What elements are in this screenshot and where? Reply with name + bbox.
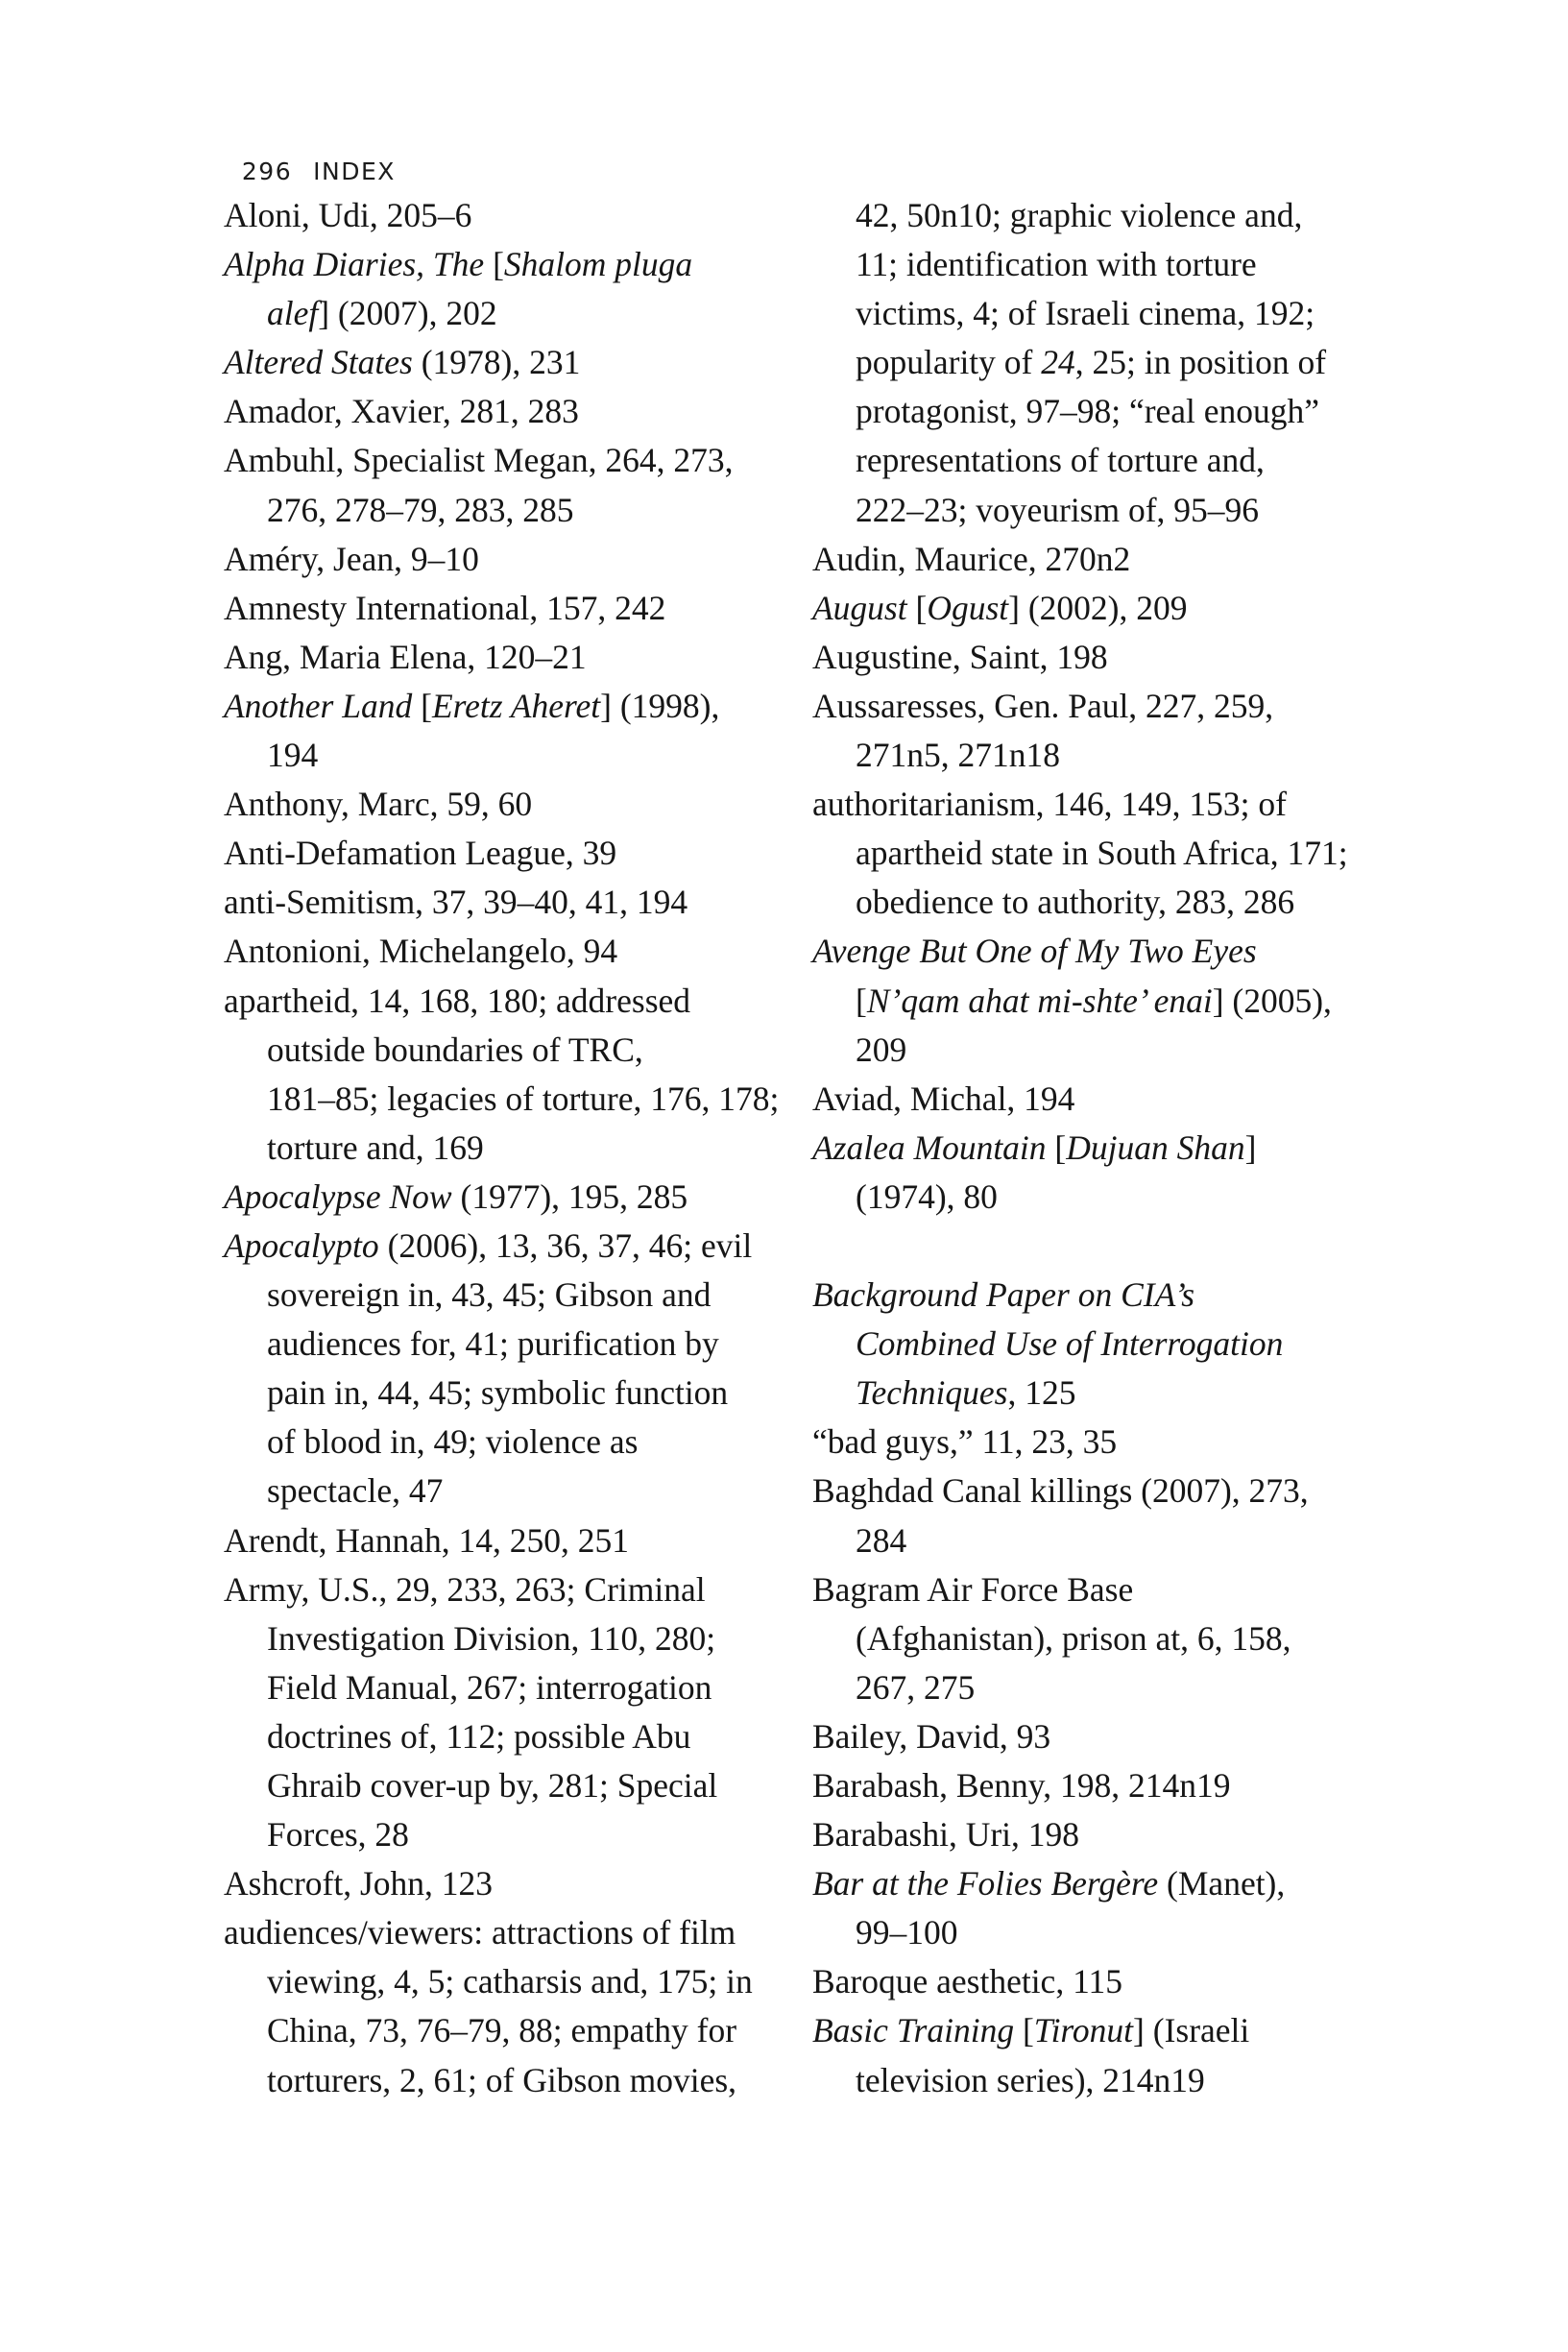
index-entry — [812, 1418, 1369, 1467]
index-entry — [812, 1859, 1369, 1957]
index-column-left — [224, 191, 780, 2105]
entry-text: Audin, Maurice, 270n2 — [812, 539, 1131, 578]
italic-title-text: Another Land — [224, 686, 413, 725]
italic-title-text: Ogust — [927, 588, 1009, 627]
entry-text: torturers, 2, 61; of Gibson movies, — [267, 2060, 737, 2099]
index-entry — [812, 633, 1369, 682]
entry-text: , 25; in position of — [1074, 343, 1327, 382]
entry-heading-line — [812, 535, 1369, 584]
index-entry — [812, 780, 1369, 927]
index-entry — [224, 682, 771, 780]
entry-text: Barabash, Benny, 198, 214n19 — [812, 1766, 1231, 1805]
index-entry — [224, 436, 771, 534]
entry-continuation-line — [812, 731, 1369, 780]
entry-heading-line — [224, 878, 771, 927]
entry-text: protagonist, 97–98; “real enough” — [856, 392, 1320, 431]
entry-text: Améry, Jean, 9–10 — [224, 539, 479, 578]
entry-heading-line — [224, 1222, 771, 1271]
entry-heading-line — [812, 927, 1369, 976]
entry-heading-line — [224, 977, 771, 1026]
entry-text: [ — [906, 588, 928, 627]
entry-text: viewing, 4, 5; catharsis and, 175; in — [267, 1962, 753, 2001]
entry-continuation-line — [224, 731, 771, 780]
italic-title-text: Alpha Diaries, The — [224, 245, 485, 284]
entry-heading-line — [812, 1124, 1369, 1173]
entry-heading-line — [224, 829, 771, 878]
index-entry — [224, 535, 771, 584]
entry-text: 11; identification with torture — [856, 245, 1257, 284]
entry-heading-line — [224, 387, 771, 436]
italic-title-text: Techniques — [856, 1373, 1008, 1413]
index-entry — [812, 1565, 1369, 1712]
entry-text: apartheid, 14, 168, 180; addressed — [224, 981, 691, 1020]
letter-section-gap — [812, 1222, 1369, 1271]
entry-heading-line — [224, 682, 771, 731]
index-entry — [812, 682, 1369, 780]
entry-continuation-line — [224, 1614, 771, 1663]
entry-text: 209 — [856, 1030, 907, 1069]
entry-text: (1974), 80 — [856, 1176, 998, 1216]
entry-text: pain in, 44, 45; symbolic function — [267, 1373, 729, 1413]
entry-continuation-line — [812, 240, 1369, 289]
entry-text: spectacle, 47 — [267, 1471, 444, 1511]
entry-text: ] (2005), — [1212, 981, 1332, 1020]
entry-text: ] (2002), 209 — [1008, 588, 1188, 627]
index-entry — [224, 1516, 771, 1565]
entry-text: 42, 50n10; graphic violence and, — [856, 196, 1303, 234]
entry-heading-line — [812, 1761, 1369, 1810]
entry-text: Ambuhl, Specialist Megan, 264, 273, — [224, 441, 734, 480]
index-entry — [224, 191, 771, 240]
entry-text: obedience to authority, 283, 286 — [856, 883, 1295, 922]
entry-text: apartheid state in South Africa, 171; — [856, 834, 1348, 873]
entry-continuation-line — [812, 1908, 1369, 1957]
entry-text: Aussaresses, Gen. Paul, 227, 259, — [812, 686, 1274, 725]
index-entry — [224, 780, 771, 829]
entry-continuation-line — [812, 436, 1369, 485]
entry-continuation-line — [224, 1075, 780, 1124]
entry-text: China, 73, 76–79, 88; empathy for — [267, 2011, 737, 2050]
entry-continuation-line — [812, 338, 1369, 387]
index-entry — [812, 1075, 1369, 1124]
entry-continuation-line — [224, 2006, 771, 2055]
entry-text: Ghraib cover-up by, 281; Special — [267, 1766, 718, 1805]
entry-continuation-line — [812, 1663, 1369, 1712]
entry-text: [ — [856, 981, 867, 1020]
entry-continuation-line — [812, 1369, 1369, 1418]
italic-title-text: Shalom pluga — [503, 245, 693, 284]
entry-text: Investigation Division, 110, 280; — [267, 1618, 716, 1658]
index-entry — [224, 977, 780, 1173]
index-entry — [224, 1859, 771, 1908]
entry-heading-line — [224, 1565, 771, 1614]
entry-text: Forces, 28 — [267, 1815, 409, 1855]
entry-text: Arendt, Hannah, 14, 250, 251 — [224, 1520, 629, 1560]
entry-text: Ang, Maria Elena, 120–21 — [224, 637, 587, 676]
entry-text: ] (Israeli — [1133, 2011, 1250, 2050]
index-entry — [812, 1467, 1369, 1564]
entry-text: Aviad, Michal, 194 — [812, 1079, 1075, 1118]
entry-text: anti-Semitism, 37, 39–40, 41, 194 — [224, 883, 688, 922]
entry-continuation-line — [224, 1271, 771, 1320]
entry-text: 271n5, 271n18 — [856, 736, 1060, 775]
entry-heading-line — [224, 633, 771, 682]
entry-text: 99–100 — [856, 1913, 958, 1952]
entry-continuation-line — [224, 1418, 771, 1467]
entry-continuation-line — [812, 829, 1369, 878]
italic-title-text: Avenge But One of My Two Eyes — [812, 932, 1257, 971]
entry-heading-line — [812, 584, 1369, 633]
entry-continuation-line — [224, 2056, 771, 2105]
index-column-right — [812, 191, 1369, 2105]
entry-heading-line — [224, 1908, 771, 1957]
entry-text: victims, 4; of Israeli cinema, 192; — [856, 294, 1315, 333]
entry-heading-line — [812, 1565, 1369, 1614]
entry-text: [ — [1014, 2011, 1034, 2050]
entry-text: 284 — [856, 1520, 907, 1560]
entry-text: Amnesty International, 157, 242 — [224, 588, 666, 627]
entry-text: (Afghanistan), prison at, 6, 158, — [856, 1618, 1291, 1658]
index-entry — [812, 191, 1369, 535]
entry-heading-line — [224, 1173, 771, 1222]
entry-continuation-line — [224, 1957, 771, 2006]
index-entry — [812, 1957, 1369, 2006]
entry-continuation-line — [224, 1320, 771, 1369]
index-entry — [812, 1810, 1369, 1859]
entry-continuation-line — [224, 1369, 771, 1418]
entry-text: torture and, 169 — [267, 1128, 484, 1167]
entry-continuation-line — [812, 1320, 1369, 1369]
italic-title-text: Altered States — [224, 343, 413, 382]
index-entry — [812, 2006, 1369, 2104]
index-entry — [224, 240, 771, 338]
entry-heading-line — [224, 584, 771, 633]
entry-text: audiences/viewers: attractions of film — [224, 1913, 736, 1952]
entry-continuation-line — [812, 1173, 1369, 1222]
index-entry — [812, 927, 1369, 1074]
entry-text: Anti-Defamation League, 39 — [224, 834, 617, 873]
entry-text: [ — [1046, 1128, 1067, 1167]
index-entry — [812, 1761, 1369, 1810]
entry-heading-line — [812, 2006, 1369, 2055]
index-entry — [812, 535, 1369, 584]
entry-text: 267, 275 — [856, 1667, 976, 1707]
entry-text: outside boundaries of TRC, — [267, 1030, 643, 1069]
entry-text: (Manet), — [1158, 1864, 1286, 1903]
entry-text: representations of torture and, — [856, 441, 1265, 480]
italic-title-text: Azalea Mountain — [812, 1128, 1047, 1167]
index-entry — [812, 1271, 1369, 1418]
entry-heading-line — [812, 1712, 1369, 1761]
entry-text: Army, U.S., 29, 233, 263; Criminal — [224, 1569, 706, 1609]
entry-heading-line — [224, 191, 771, 240]
running-head — [224, 126, 396, 187]
entry-heading-line — [224, 240, 771, 289]
entry-continuation-line — [812, 2056, 1369, 2105]
entry-continuation-line — [224, 1663, 771, 1712]
entry-text: ] (1998), — [600, 686, 720, 725]
entry-continuation-line — [224, 1810, 771, 1859]
entry-text: Baroque aesthetic, 115 — [812, 1962, 1123, 2001]
entry-heading-line — [224, 780, 771, 829]
entry-heading-line — [812, 1467, 1369, 1515]
italic-title-text: Apocalypto — [224, 1225, 379, 1265]
entry-text: ] — [1244, 1128, 1257, 1167]
entry-text: popularity of — [856, 343, 1042, 382]
entry-continuation-line — [812, 486, 1369, 535]
index-entry — [224, 387, 771, 436]
index-entry — [224, 584, 771, 633]
entry-text: Baghdad Canal killings (2007), 273, — [812, 1471, 1309, 1511]
entry-heading-line — [224, 927, 771, 976]
entry-text: authoritarianism, 146, 149, 153; of — [812, 785, 1287, 824]
entry-text: television series), 214n19 — [856, 2060, 1205, 2099]
page-number: 296 — [241, 158, 293, 185]
entry-text: (1978), 231 — [412, 343, 581, 382]
entry-continuation-line — [812, 1614, 1369, 1663]
entry-heading-line — [812, 780, 1369, 829]
index-entry — [812, 1712, 1369, 1761]
entry-text: Bailey, David, 93 — [812, 1716, 1051, 1756]
entry-text: “bad guys,” 11, 23, 35 — [812, 1422, 1118, 1462]
italic-title-text: Apocalypse Now — [224, 1176, 452, 1216]
italic-title-text: Dujuan Shan — [1066, 1128, 1245, 1167]
entry-continuation-line — [812, 387, 1369, 436]
index-entry — [224, 829, 771, 878]
entry-text: (1977), 195, 285 — [451, 1176, 688, 1216]
entry-text: of blood in, 49; violence as — [267, 1422, 639, 1462]
entry-text: sovereign in, 43, 45; Gibson and — [267, 1275, 712, 1315]
entry-text: , 125 — [1007, 1373, 1076, 1413]
entry-continuation-line — [812, 1516, 1369, 1565]
index-entry — [224, 338, 771, 387]
italic-title-text: Tironut — [1033, 2011, 1134, 2050]
entry-heading-line — [224, 535, 771, 584]
entry-text: [ — [412, 686, 432, 725]
entry-heading-line — [812, 1271, 1369, 1320]
entry-heading-line — [224, 1516, 771, 1565]
entry-text: Augustine, Saint, 198 — [812, 637, 1108, 676]
entry-text: Field Manual, 267; interrogation — [267, 1667, 712, 1707]
index-entry — [224, 1173, 771, 1222]
entry-continuation-line — [812, 878, 1369, 927]
entry-continuation-line — [224, 1124, 771, 1173]
italic-title-text: Eretz Aheret — [431, 686, 601, 725]
entry-continuation-line — [224, 1026, 771, 1075]
italic-title-text: Background Paper on CIA’s — [812, 1275, 1195, 1315]
entry-continuation-line — [224, 289, 771, 338]
entry-text: Amador, Xavier, 281, 283 — [224, 392, 579, 431]
entry-text: [ — [484, 245, 504, 284]
index-entry — [224, 878, 771, 927]
italic-title-text: alef — [267, 294, 319, 333]
entry-continuation-line — [812, 191, 1369, 240]
entry-heading-line — [812, 1418, 1369, 1467]
entry-text: 194 — [267, 736, 319, 775]
entry-continuation-line — [224, 1467, 771, 1515]
entry-text: 181–85; legacies of torture, 176, 178; — [267, 1079, 780, 1118]
italic-title-text: Combined Use of Interrogation — [856, 1324, 1284, 1364]
entry-text: ] (2007), 202 — [318, 294, 497, 333]
index-entry — [224, 1565, 771, 1860]
index-entry — [224, 1222, 771, 1516]
italic-title-text: Basic Training — [812, 2011, 1015, 2050]
entry-heading-line — [224, 436, 771, 485]
entry-text: Bagram Air Force Base — [812, 1569, 1134, 1609]
entry-text: 222–23; voyeurism of, 95–96 — [856, 490, 1260, 529]
entry-continuation-line — [224, 1712, 771, 1761]
entry-text: doctrines of, 112; possible Abu — [267, 1716, 691, 1756]
entry-text: 276, 278–79, 283, 285 — [267, 490, 574, 529]
entry-text: (2006), 13, 36, 37, 46; evil — [378, 1225, 753, 1265]
entry-heading-line — [224, 338, 771, 387]
index-entry — [812, 1124, 1369, 1222]
italic-title-text: August — [812, 588, 907, 627]
entry-continuation-line — [812, 1026, 1369, 1075]
italic-title-text: Bar at the Folies Bergère — [812, 1864, 1159, 1903]
italic-title-text: 24 — [1041, 343, 1075, 382]
entry-text: Aloni, Udi, 205–6 — [224, 196, 472, 234]
section-title: INDEX — [313, 158, 396, 185]
index-entry — [812, 584, 1369, 633]
italic-title-text: N’qam ahat mi-shte’ enai — [866, 981, 1213, 1020]
entry-heading-line — [224, 1859, 771, 1908]
entry-text: audiences for, 41; purification by — [267, 1324, 719, 1364]
entry-text: Ashcroft, John, 123 — [224, 1864, 494, 1903]
entry-text: Anthony, Marc, 59, 60 — [224, 785, 533, 824]
index-entry — [224, 633, 771, 682]
entry-continuation-line — [224, 1761, 771, 1810]
entry-heading-line — [812, 682, 1369, 731]
entry-text: Barabashi, Uri, 198 — [812, 1815, 1080, 1855]
entry-continuation-line — [812, 289, 1369, 338]
index-entry — [224, 927, 771, 976]
entry-heading-line — [812, 1075, 1369, 1124]
index-entry — [224, 1908, 771, 2104]
entry-heading-line — [812, 1859, 1369, 1908]
entry-text: Antonioni, Michelangelo, 94 — [224, 932, 618, 971]
entry-heading-line — [812, 1810, 1369, 1859]
entry-continuation-line — [224, 486, 771, 535]
entry-continuation-line — [812, 977, 1369, 1026]
entry-heading-line — [812, 1957, 1369, 2006]
entry-heading-line — [812, 633, 1369, 682]
